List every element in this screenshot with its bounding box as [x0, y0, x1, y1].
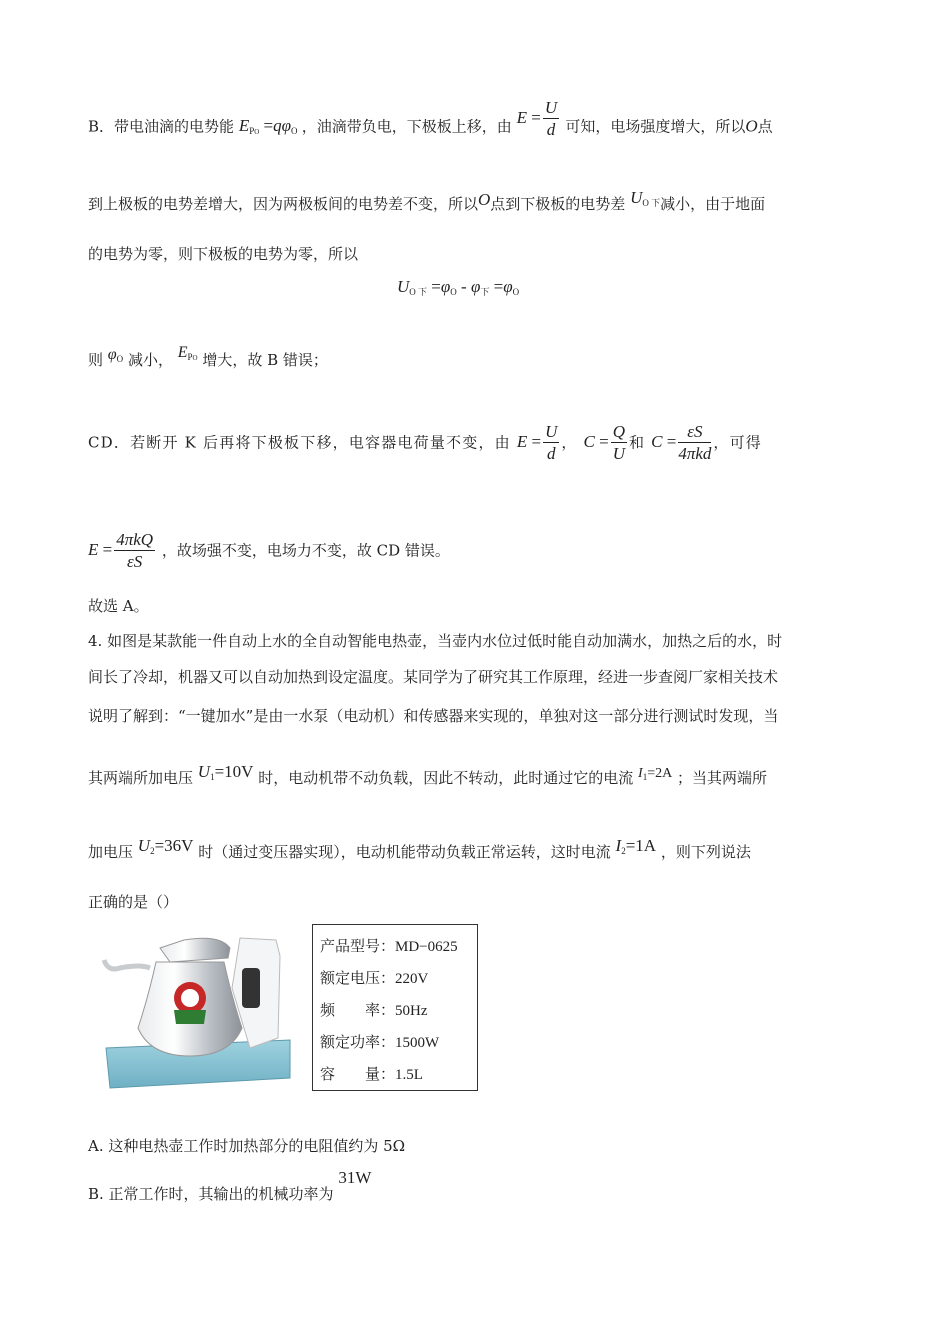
equation-potential: $U_{O 下} =\varphi_O - \varphi_下 =\varphi_O$ — [397, 277, 520, 297]
line2-text-2: 点到下极板的电势差 — [490, 195, 626, 213]
formula-e-ud-2: E = $\frac{U}{d}$ — [516, 422, 558, 463]
point-o: O — [745, 116, 758, 136]
q4-line-4-text-1: 其两端所加电压 — [88, 769, 194, 787]
option-b-text-2: ，油滴带负电，下极板上移，由 — [301, 117, 512, 136]
option-b-text-1: B．带电油滴的电势能 — [88, 117, 235, 136]
line-e-text: ，故场强不变，电场力不变，故 CD 错误。 — [161, 541, 450, 560]
q4-line-5-text-1: 加电压 — [88, 843, 134, 861]
spec-frequency: 频 率：50Hz — [320, 1003, 428, 1019]
line4-text-1: 则 — [88, 351, 104, 369]
option-b-text-3: 可知，电场强度增大，所以 — [565, 117, 746, 136]
q4-line-3: 说明了解到：“一键加水”是由一水泵（电动机）和传感器来实现的，单独对这一部分进行测试时发现，当 — [88, 707, 779, 725]
formula-e-kq: E = $\frac{\text{4πkQ}}{\varepsilon S}$ — [88, 530, 154, 571]
formula-ep-2: $E_{PO}$ — [177, 344, 198, 362]
option-b-text-4: 点 — [757, 117, 773, 136]
formula-ep: $E_{PO} =q\varphi_O$ — [238, 116, 298, 137]
option-b-power-text: B. 正常工作时，其输出的机械功率为 — [88, 1185, 334, 1203]
spec-model: 产品型号：MD−0625 — [320, 939, 458, 955]
formula-i1: $I_1=2A$ — [638, 766, 673, 782]
option-b-power — [88, 1168, 372, 1204]
formula-i2: $I_2=1A$ — [615, 836, 657, 856]
formula-u2: $U_2=36V$ — [137, 836, 194, 856]
paragraph-line-3 — [88, 244, 358, 264]
formula-e-ud: E = $\frac{U}{d}$ — [516, 98, 558, 139]
q4-line-4-text-2: 时，电动机带不动负载，因此不转动，此时通过它的电流 — [258, 769, 634, 787]
line4-text-3: 增大，故 B 错误； — [202, 351, 328, 369]
cd-text-2: ， — [561, 433, 578, 452]
cd-text-1: CD．若断开 K 后再将下极板下移，电容器电荷量不变，由 — [88, 433, 511, 452]
q4-line-4-text-3: ；当其两端所 — [677, 769, 768, 787]
formula-c-eps: C = $\frac{\varepsilon S}{\text{4πkd}}$ — [651, 422, 712, 463]
paragraph-line-2 — [88, 188, 766, 219]
q4-line-5-text-3: ，则下列说法 — [660, 843, 751, 861]
line4-text-2: 减小， — [127, 351, 173, 369]
option-cd-line — [88, 422, 762, 465]
line2-text-1: 到上极板的电势差增大，因为两极板间的电势差不变，所以 — [88, 195, 479, 213]
answer-line: 故选 A。 — [88, 597, 149, 615]
formula-c-qu: C = $\frac{Q}{U}$ — [583, 422, 625, 463]
formula-uo-low: $U_{O 下}$ — [630, 188, 661, 208]
line2-text-3: 减小，由于地面 — [660, 195, 766, 213]
spec-power: 额定功率：1500W — [320, 1035, 440, 1051]
q4-line-4 — [88, 762, 768, 793]
formula-phi-o: $\varphi_O$ — [107, 346, 124, 364]
spec-table — [312, 924, 478, 1091]
paragraph-line-e — [88, 530, 450, 573]
q4-line-2: 间长了冷却，机器又可以自动加热到设定温度。某同学为了研究其工作原理，经进一步查阅厂家相关技术 — [88, 668, 779, 686]
formula-u1: $U_1=10V$ — [197, 762, 254, 782]
q4-line-5-text-2: 时（通过变压器实现），电动机能带动负载正常运转，这时电流 — [198, 843, 611, 861]
cd-text-3: 和 — [628, 433, 646, 452]
q4-line-5 — [88, 836, 751, 867]
option-b-power-value: 31W — [338, 1168, 372, 1187]
spec-capacity: 容 量：1.5L — [320, 1067, 423, 1083]
cd-text-4: ，可得 — [713, 433, 763, 452]
point-o-2: O — [478, 190, 491, 209]
line3-text: 的电势为零，则下极板的电势为零，所以 — [88, 245, 359, 263]
kettle-image — [100, 928, 296, 1094]
q4-line-6: 正确的是（） — [88, 893, 179, 911]
spec-voltage: 额定电压：220V — [320, 971, 429, 987]
q4-line-1: 4. 如图是某款能一件自动上水的全自动智能电热壶，当壶内水位过低时能自动加满水，加热之后的水，时 — [88, 632, 783, 650]
option-a: A. 这种电热壶工作时加热部分的电阻值约为 5Ω — [88, 1137, 406, 1155]
paragraph-line-4 — [88, 344, 328, 376]
option-b-line — [88, 98, 773, 149]
